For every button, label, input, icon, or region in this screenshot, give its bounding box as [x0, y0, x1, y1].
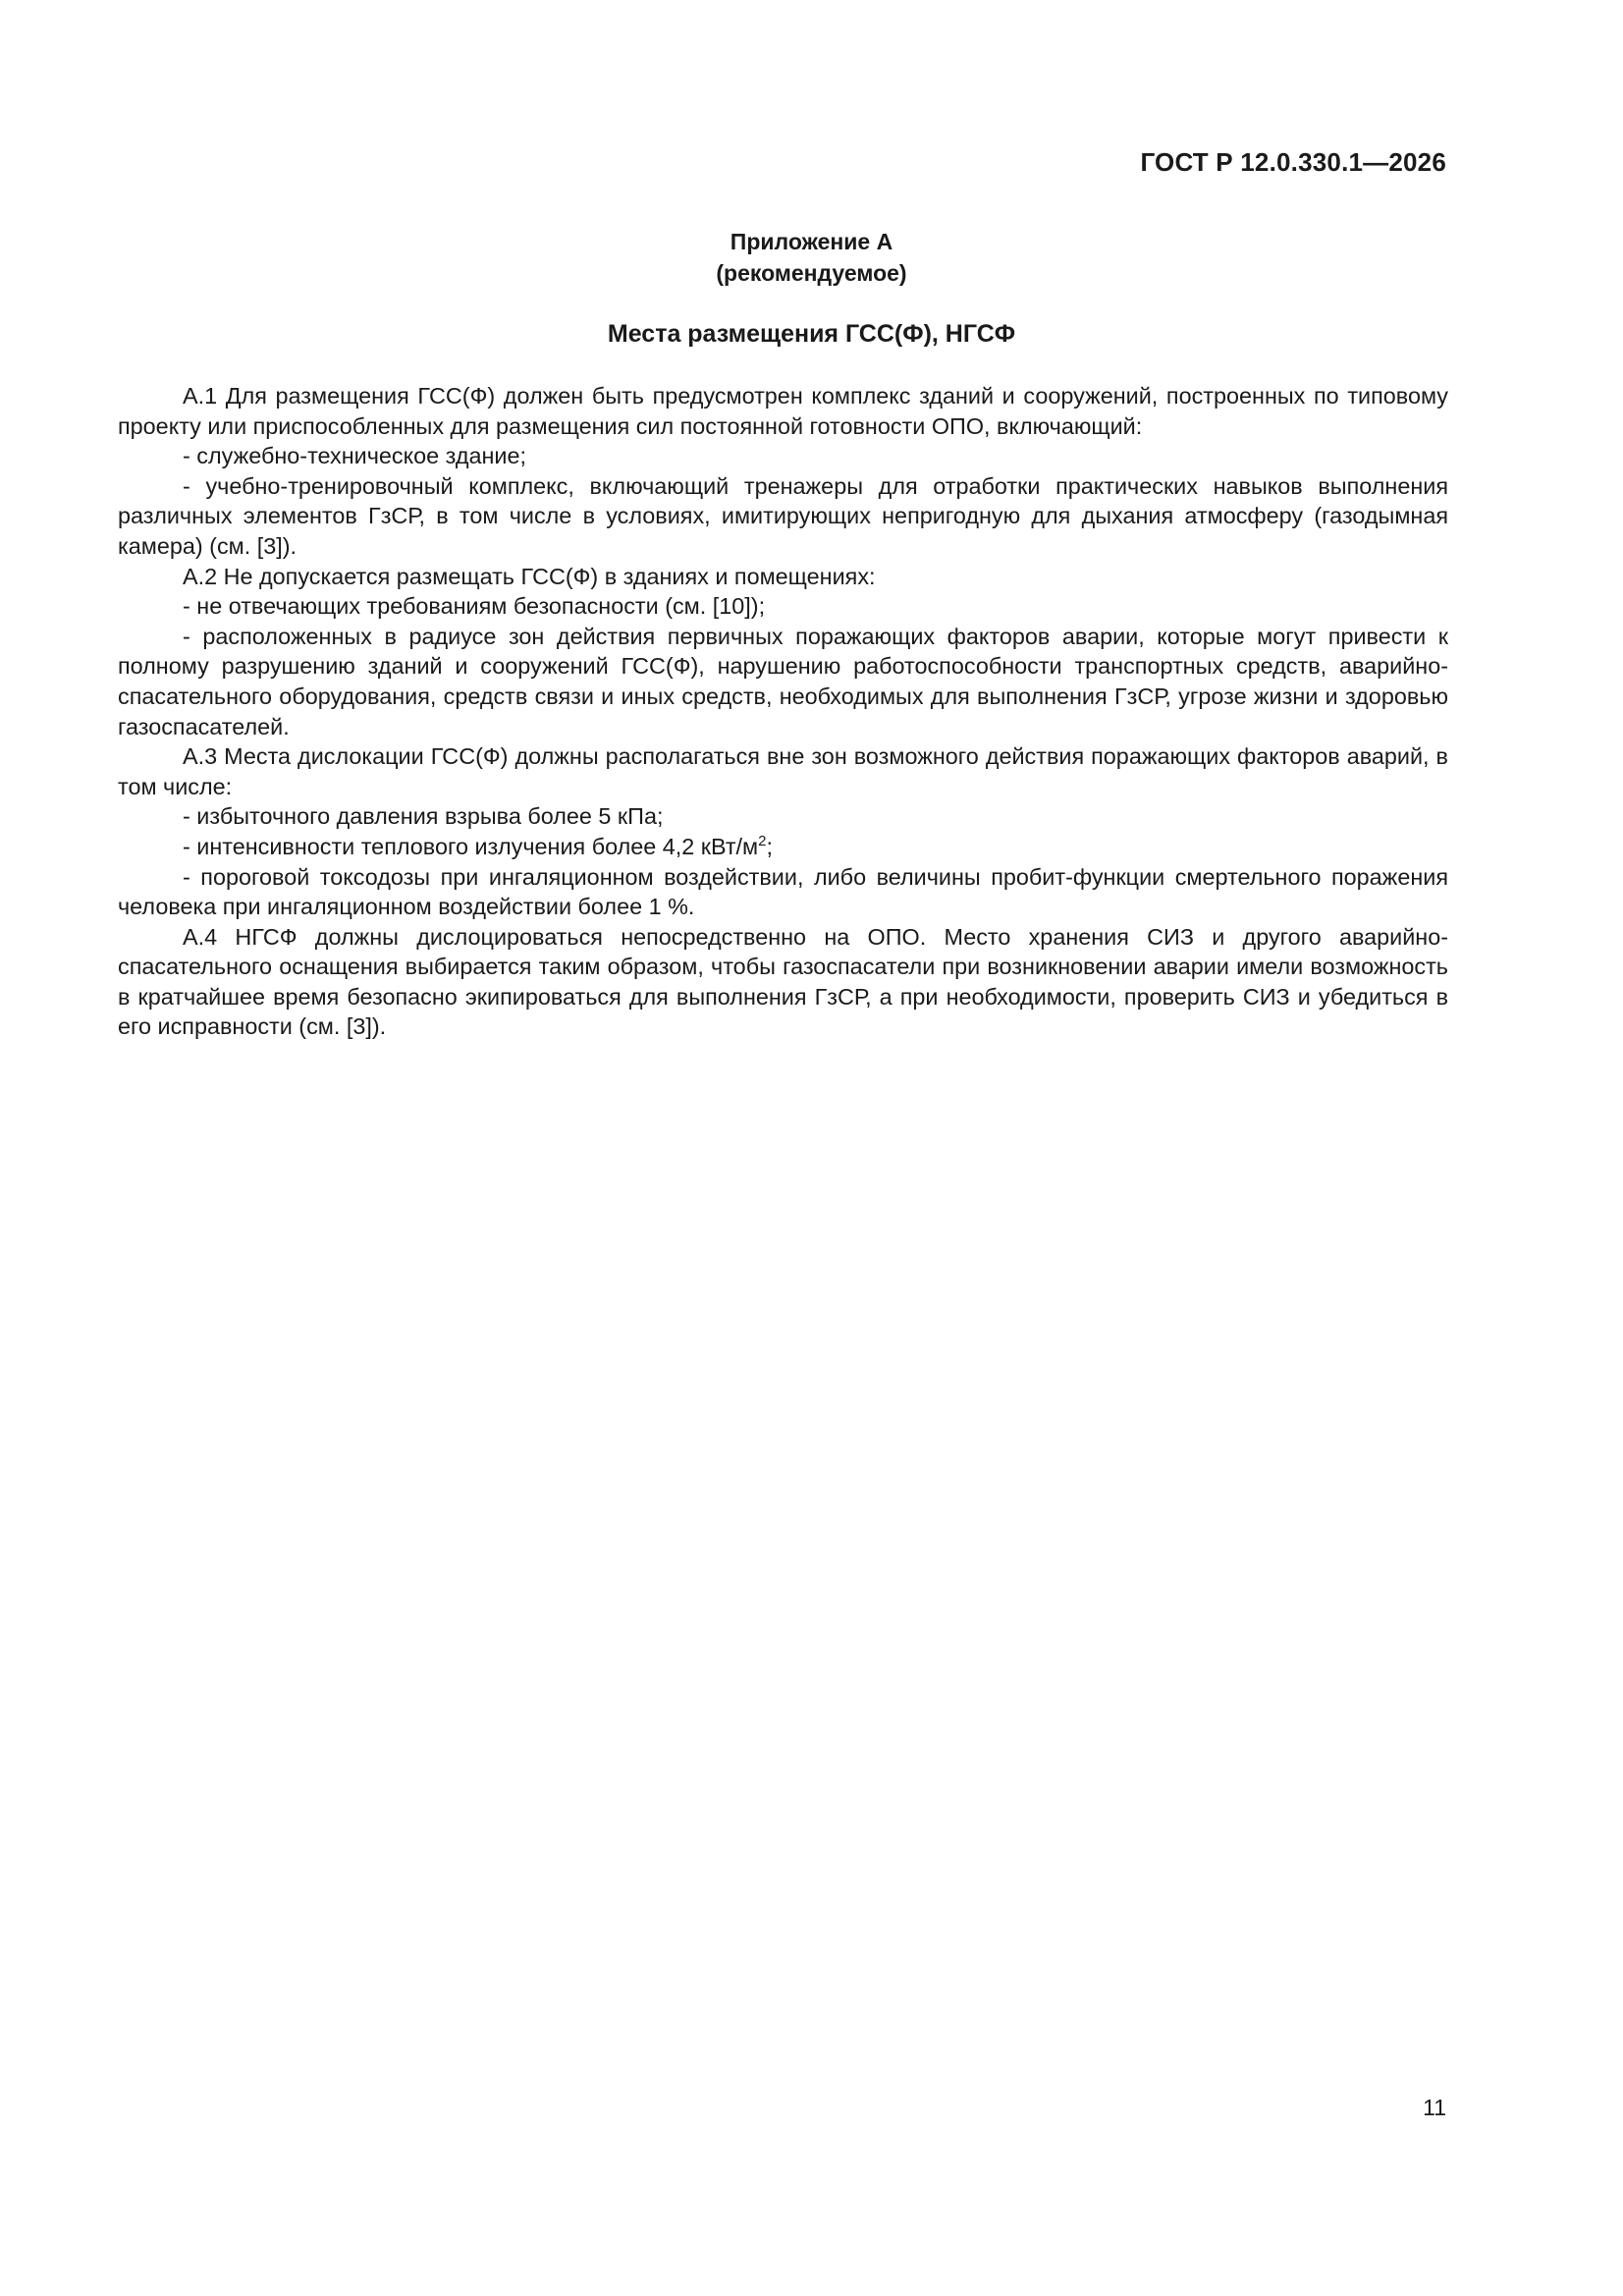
annex-label: Приложение А — [730, 229, 893, 254]
annex-heading — [0, 226, 1623, 289]
list-item-safety: - не отвечающих требованиям безопасности (см. [10]); — [183, 593, 766, 620]
document-code: ГОСТ Р 12.0.330.1—2026 — [1140, 147, 1446, 177]
paragraph-a2: А.2 Не допускается размещать ГСС(Ф) в зданиях и помещениях: — [183, 563, 876, 589]
list-item-radius: - расположенных в радиусе зон действия первичных поражающих факторов аварии, которые могут привести к полному разрушению зданий и сооружений ГСС(Ф), нарушению работоспособности транспортных средств, аварийно-спасательного оборудования, средств связи и иных средств, необходимых для выполнения ГзСР, угрозе жизни и здоровью газоспасателей. — [118, 623, 1448, 739]
list-item-toxodose: - пороговой токсодозы при ингаляционном воздействии, либо величины пробит-функции смертельного поражения человека при ингаляционном воздействии более 1 %. — [118, 863, 1448, 920]
page-number: 11 — [1423, 2095, 1446, 2120]
list-item-heat-radiation — [118, 832, 1448, 862]
list-item-training-complex: - учебно-тренировочный комплекс, включающий тренажеры для отработки практических навыков выполнения различных элементов ГзСР, в том числе в условиях, имитирующих непригодную для дыхания атмосферу (газодымная камера) (см. [3]). — [118, 472, 1448, 559]
paragraph-a3: А.3 Места дислокации ГСС(Ф) должны располагаться вне зон возможного действия поражающих факторов аварий, в том числе: — [118, 743, 1448, 799]
paragraph-a4: А.4 НГСФ должны дислоцироваться непосредственно на ОПО. Место хранения СИЗ и другого аварийно-спасательного оснащения выбирается таким образом, чтобы газоспасатели при возникновении аварии имели возможность в кратчайшее время безопасно экипироваться для выполнения ГзСР, а при необходимости, проверить СИЗ и убедиться в его исправности (см. [3]). — [118, 923, 1448, 1040]
annex-title: Места размещения ГСС(Ф), НГСФ — [607, 320, 1016, 348]
annex-body — [118, 381, 1448, 1042]
heat-radiation-tail: ; — [766, 833, 773, 859]
paragraph-a1: А.1 Для размещения ГСС(Ф) должен быть предусмотрен комплекс зданий и сооружений, построенных по типовому проекту или приспособленных для размещения сил постоянной готовности ОПО, включающий: — [118, 383, 1448, 439]
superscript-exponent: 2 — [758, 832, 767, 849]
list-item-service-building: - служебно-техническое здание; — [183, 443, 526, 469]
list-item-pressure: - избыточного давления взрыва более 5 кПа; — [183, 803, 664, 830]
annex-status: (рекомендуемое) — [716, 260, 907, 286]
heat-radiation-text: - интенсивности теплового излучения более 4,2 кВт/м — [183, 833, 759, 859]
